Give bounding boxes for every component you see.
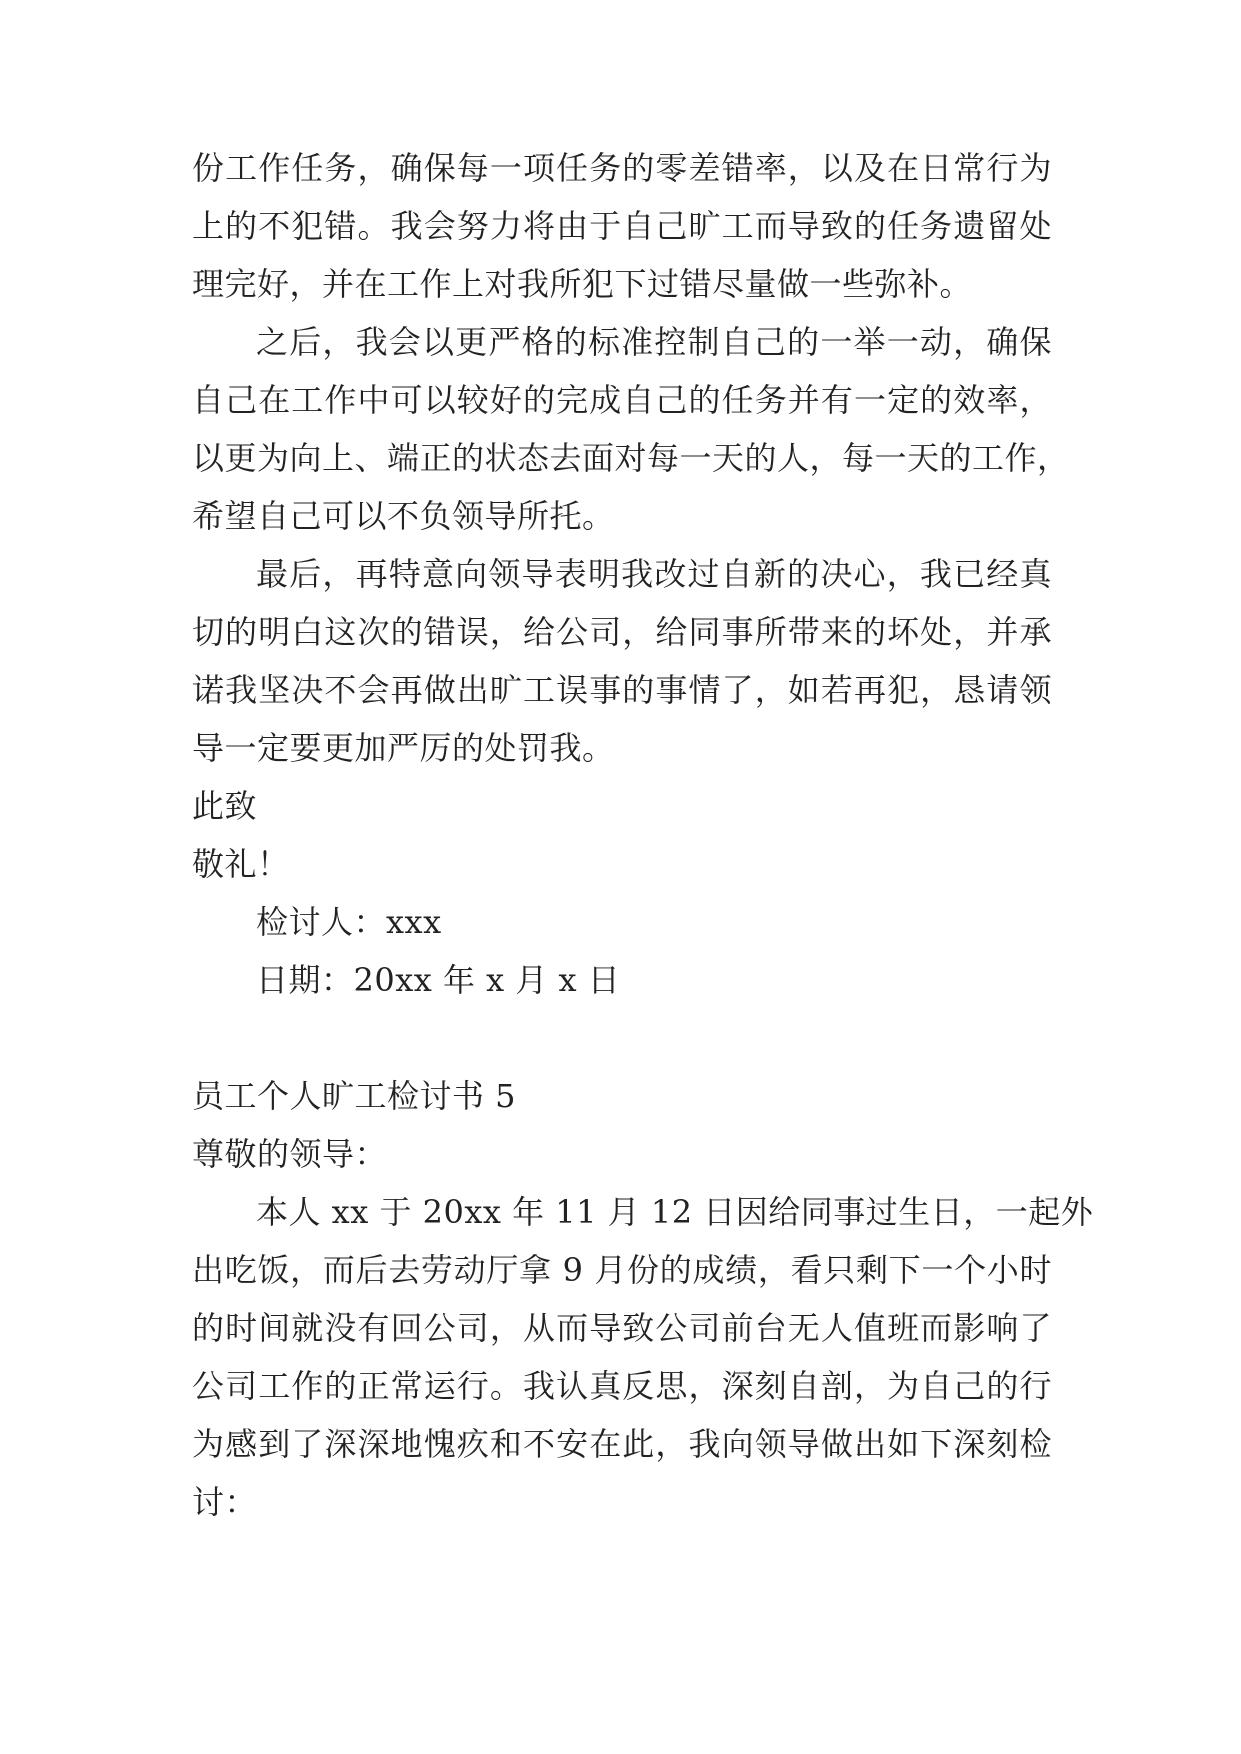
paragraph-line: 上的不犯错。我会努力将由于自己旷工而导致的任务遗留处: [192, 207, 1052, 245]
paragraph-line: 切的明白这次的错误，给公司，给同事所带来的坏处，并承: [192, 613, 1052, 651]
paragraph-line: 之后，我会以更严格的标准控制自己的一举一动，确保: [256, 323, 1052, 361]
section-title: 员工个人旷工检讨书 5: [192, 1077, 517, 1115]
date-line: 日期：20xx 年 x 月 x 日: [256, 961, 621, 999]
paragraph-line: 理完好，并在工作上对我所犯下过错尽量做一些弥补。: [192, 265, 973, 303]
paragraph-line: 公司工作的正常运行。我认真反思，深刻自剖，为自己的行: [192, 1367, 1052, 1405]
paragraph-line: 诺我坚决不会再做出旷工误事的事情了，如若再犯，恳请领: [192, 671, 1052, 709]
paragraph-line: 导一定要更加严厉的处罚我。: [192, 729, 615, 767]
paragraph-line: 出吃饭，而后去劳动厅拿 9 月份的成绩，看只剩下一个小时: [192, 1251, 1052, 1289]
paragraph-line: 份工作任务，确保每一项任务的零差错率，以及在日常行为: [192, 149, 1052, 187]
closing-line: 敬礼！: [192, 845, 290, 883]
closing-line: 此致: [192, 787, 258, 825]
paragraph-line: 最后，再特意向领导表明我改过自新的决心，我已经真: [256, 555, 1052, 593]
paragraph-line: 讨：: [192, 1483, 258, 1521]
paragraph-line: 为感到了深深地愧疚和不安在此，我向领导做出如下深刻检: [192, 1425, 1052, 1463]
paragraph-line: 本人 xx 于 20xx 年 11 月 12 日因给同事过生日，一起外: [256, 1193, 1094, 1231]
paragraph-line: 自己在工作中可以较好的完成自己的任务并有一定的效率，: [192, 381, 1052, 419]
signer-line: 检讨人：xxx: [256, 903, 442, 941]
salutation: 尊敬的领导：: [192, 1135, 388, 1173]
paragraph-line: 以更为向上、端正的状态去面对每一天的人，每一天的工作，: [192, 439, 1070, 477]
paragraph-line: 希望自己可以不负领导所托。: [192, 497, 615, 535]
paragraph-line: 的时间就没有回公司，从而导致公司前台无人值班而影响了: [192, 1309, 1052, 1347]
